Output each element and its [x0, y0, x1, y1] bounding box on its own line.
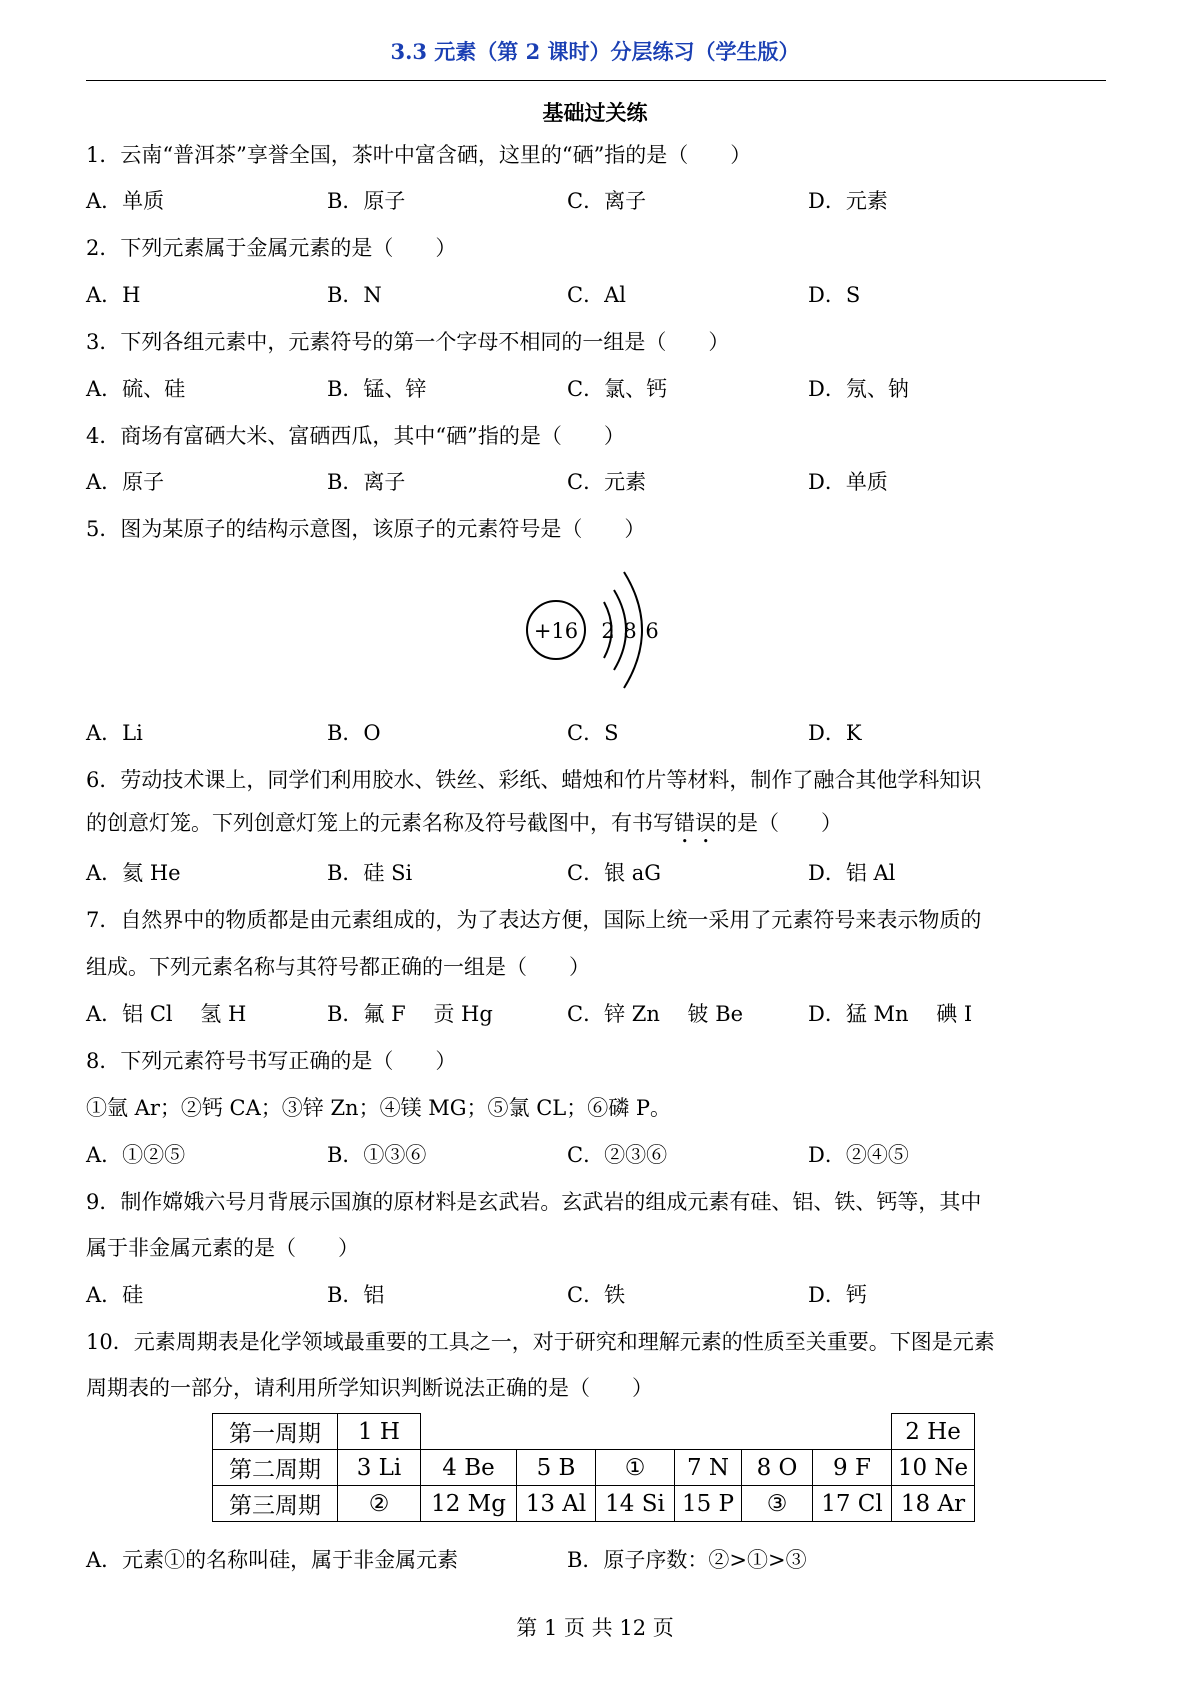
question-6-line-2-post: 的是（ ） [716, 811, 842, 835]
question-1-option-b: B．原子 [327, 189, 406, 213]
question-4-option-c: C．元素 [567, 470, 647, 494]
table-row-period-1 [213, 1414, 975, 1450]
table-cell: ② [338, 1486, 421, 1522]
question-3-option-a: A．硫、硅 [86, 377, 186, 401]
question-4-option-b: B．离子 [327, 470, 406, 494]
question-3-option-b: B．锰、锌 [327, 377, 427, 401]
table-cell: 14 Si [596, 1486, 675, 1522]
question-8-stem: 8．下列元素符号书写正确的是（ ） [86, 1049, 457, 1073]
question-7-option-b: B．氟 F 贡 Hg [327, 1002, 493, 1026]
question-6-line-1: 6．劳动技术课上，同学们利用胶水、铁丝、彩纸、蜡烛和竹片等材料，制作了融合其他学科知识 [86, 768, 982, 792]
document-title: 3.3 元素（第 2 课时）分层练习（学生版） [390, 39, 800, 64]
question-3-option-c: C．氯、钙 [567, 377, 668, 401]
table-cell: 第一周期 [213, 1414, 338, 1450]
question-9-option-c: C．铁 [567, 1283, 626, 1307]
table-cell: 3 Li [338, 1450, 421, 1486]
question-2-option-b: B．N [327, 283, 382, 307]
question-7-option-c: C．锌 Zn 铍 Be [567, 1002, 744, 1026]
shell-2-electrons: 8 [623, 619, 637, 643]
header-rule [86, 80, 1106, 81]
question-8-option-b: B．①③⑥ [327, 1143, 427, 1167]
question-5-option-c: C．S [567, 721, 619, 745]
table-cell: 9 F [813, 1450, 892, 1486]
question-2-option-c: C．Al [567, 283, 626, 307]
question-6-option-a: A．氦 He [86, 861, 181, 885]
shell-1-electrons: 2 [601, 619, 615, 643]
page-footer: 第 1 页 共 12 页 [516, 1616, 674, 1640]
table-row-period-3 [213, 1486, 975, 1522]
question-10-line-2: 周期表的一部分，请利用所学知识判断说法正确的是（ ） [86, 1376, 653, 1400]
question-10-option-b: B．原子序数：②>①>③ [567, 1548, 807, 1572]
section-title: 基础过关练 [542, 100, 648, 125]
table-cell: 17 Cl [813, 1486, 892, 1522]
table-cell: 4 Be [421, 1450, 517, 1486]
question-4-option-d: D．单质 [808, 470, 888, 494]
table-cell: ① [596, 1450, 675, 1486]
table-cell: 13 Al [517, 1486, 596, 1522]
table-cell: 2 He [892, 1414, 975, 1450]
question-7-option-d: D．猛 Mn 碘 I [808, 1002, 973, 1026]
table-cell: 18 Ar [892, 1486, 975, 1522]
question-9-option-d: D．钙 [808, 1283, 867, 1307]
question-7-line-1: 7．自然界中的物质都是由元素组成的，为了表达方便，国际上统一采用了元素符号来表示物质的 [86, 908, 982, 932]
question-8-items: ①氩 Ar；②钙 CA；③锌 Zn；④镁 MG；⑤氯 CL；⑥磷 P。 [86, 1096, 672, 1120]
question-2-stem: 2．下列元素属于金属元素的是（ ） [86, 236, 457, 260]
question-6-option-d: D．铝 Al [808, 861, 896, 885]
question-5-option-b: B．O [327, 721, 381, 745]
question-7-option-a: A．铝 Cl 氢 H [86, 1002, 247, 1026]
question-6-emphasis: 错误 [674, 811, 716, 835]
table-row-period-2 [213, 1450, 975, 1486]
question-6-line-2-pre: 的创意灯笼。下列创意灯笼上的元素名称及符号截图中，有书写 [86, 811, 674, 835]
table-cell: 12 Mg [421, 1486, 517, 1522]
question-2-option-a: A．H [86, 283, 141, 307]
table-cell: 第三周期 [213, 1486, 338, 1522]
question-3-stem: 3．下列各组元素中，元素符号的第一个字母不相同的一组是（ ） [86, 330, 730, 354]
question-1-option-c: C．离子 [567, 189, 647, 213]
question-3-option-d: D．氖、钠 [808, 377, 909, 401]
question-10-option-a: A．元素①的名称叫硅，属于非金属元素 [86, 1548, 459, 1572]
question-1-option-a: A．单质 [86, 189, 165, 213]
question-1-option-d: D．元素 [808, 189, 888, 213]
table-cell: 15 P [675, 1486, 742, 1522]
table-cell: 第二周期 [213, 1450, 338, 1486]
table-cell: 10 Ne [892, 1450, 975, 1486]
question-6-option-b: B．硅 Si [327, 861, 413, 885]
question-9-option-b: B．铝 [327, 1283, 385, 1307]
question-4-stem: 4．商场有富硒大米、富硒西瓜，其中“硒”指的是（ ） [86, 424, 625, 448]
question-7-line-2: 组成。下列元素名称与其符号都正确的一组是（ ） [86, 955, 590, 979]
question-1-stem: 1．云南“普洱茶”享誉全国，茶叶中富含硒，这里的“硒”指的是（ ） [86, 143, 752, 167]
table-cell: 5 B [517, 1450, 596, 1486]
table-blank-cell [421, 1414, 892, 1450]
table-cell: 7 N [675, 1450, 742, 1486]
question-8-option-a: A．①②⑤ [86, 1143, 186, 1167]
question-6-option-c: C．银 aG [567, 861, 662, 885]
question-6-line-2 [86, 808, 842, 848]
shell-3-electrons: 6 [645, 619, 659, 643]
question-2-option-d: D．S [808, 283, 861, 307]
table-cell: 8 O [742, 1450, 813, 1486]
atom-structure-diagram [526, 560, 666, 700]
question-9-line-1: 9．制作嫦娥六号月背展示国旗的原材料是玄武岩。玄武岩的组成元素有硅、铝、铁、钙等，其中 [86, 1190, 982, 1214]
table-cell: 1 H [338, 1414, 421, 1450]
nucleus-charge: +16 [533, 619, 579, 643]
question-8-option-c: C．②③⑥ [567, 1143, 668, 1167]
question-8-option-d: D．②④⑤ [808, 1143, 909, 1167]
question-5-option-a: A．Li [86, 721, 143, 745]
question-4-option-a: A．原子 [86, 470, 165, 494]
question-10-line-1: 10．元素周期表是化学领域最重要的工具之一，对于研究和理解元素的性质至关重要。下图是元素 [86, 1330, 995, 1354]
periodic-table-fragment [212, 1413, 975, 1522]
question-9-option-a: A．硅 [86, 1283, 144, 1307]
question-9-line-2: 属于非金属元素的是（ ） [86, 1236, 359, 1260]
question-5-stem: 5．图为某原子的结构示意图，该原子的元素符号是（ ） [86, 517, 646, 541]
table-cell: ③ [742, 1486, 813, 1522]
question-5-option-d: D．K [808, 721, 862, 745]
